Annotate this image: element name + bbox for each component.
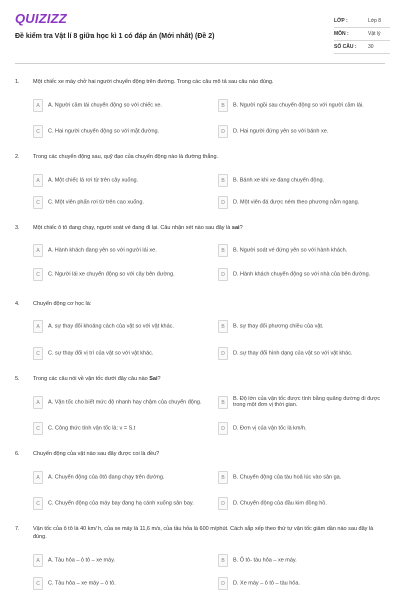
quiz-title: Đề kiểm tra Vật lí 8 giữa học kì 1 có đáp án (Mới nhất) (Đề 2): [15, 33, 215, 40]
question-number: 5.: [15, 376, 20, 382]
option-text: D. Chuyển động của đầu kim đồng hồ.: [233, 500, 327, 507]
option-letter-box: B: [218, 320, 228, 333]
option-letter-box: C: [33, 125, 43, 138]
option-letter-box: D: [218, 268, 228, 281]
option-letter-box: D: [218, 347, 228, 360]
option-letter-box: A: [33, 320, 43, 333]
option-text: A. Người cầm lái chuyển động so với chiếc xe.: [48, 102, 162, 109]
question-text-emphasis: sai: [231, 225, 240, 231]
meta-value: Vật lý: [368, 31, 381, 37]
meta-value: 30: [368, 44, 374, 50]
option-text: C. Tàu hỏa – xe máy – ô tô.: [48, 580, 116, 587]
question-text-main: Trong các câu nói về vận tốc dưới đây câu nào: [33, 376, 150, 382]
question-text: Vận tốc của ô tô là 40 km/ h, của xe máy là 11,6 m/s, của tầu hỏa là 600 m/phút. Cách sắp xếp theo thứ tự vận tốc giảm dần nào sau đây là đúng.: [33, 526, 374, 540]
option-c[interactable]: [33, 347, 213, 360]
option-c[interactable]: [33, 125, 213, 138]
option-letter-box: C: [33, 196, 43, 209]
option-b[interactable]: [218, 244, 390, 257]
option-text: D. Hai người đứng yên so với bánh xe.: [233, 128, 329, 135]
option-d[interactable]: [218, 125, 390, 138]
option-text: B. Người soát vé đứng yên so với hành khách.: [233, 247, 348, 254]
option-c[interactable]: [33, 577, 213, 590]
option-letter-box: C: [33, 422, 43, 435]
option-letter-box: D: [218, 497, 228, 510]
option-text: D. Đơn vị của vận tốc là km/h.: [233, 425, 307, 432]
option-text: D. Một viên đá được ném theo phương nằm ngang.: [233, 199, 360, 206]
option-text: C. sự thay đổi vị trí của vật so với vật khác.: [48, 350, 154, 357]
option-d[interactable]: [218, 577, 390, 590]
option-b[interactable]: [218, 471, 390, 484]
option-d[interactable]: [218, 422, 390, 435]
option-b[interactable]: [218, 320, 390, 333]
option-c[interactable]: [33, 422, 213, 435]
question-number: 3.: [15, 225, 20, 231]
option-letter-box: A: [33, 554, 43, 567]
option-letter-box: B: [218, 554, 228, 567]
option-text: B. Độ lớn của vận tốc được tính bằng quãng đường đi được trong một đơn vị thời gian.: [233, 395, 381, 409]
question-text: Chuyển động của vật nào sau đây được coi là đều?: [33, 451, 160, 457]
question-number: 1.: [15, 79, 20, 85]
option-a[interactable]: [33, 99, 213, 112]
option-b[interactable]: [218, 99, 390, 112]
option-text: A. sự thay đổi khoảng cách của vật so với vật khác.: [48, 323, 174, 330]
option-b[interactable]: [218, 396, 390, 409]
question-1: [15, 79, 387, 141]
option-text: A. Vận tốc cho biết mức độ nhanh hay chậm của chuyển động.: [48, 399, 202, 406]
option-letter-box: C: [33, 497, 43, 510]
option-text: C. Chuyển động của máy bay đang hạ cánh xuống sân bay.: [48, 500, 194, 507]
question-text-emphasis: Sai: [149, 376, 158, 382]
option-text: A. Chuyển động của ôtô đang chạy trên đường.: [48, 474, 165, 481]
option-letter-box: D: [218, 577, 228, 590]
question-text: Chuyển động cơ học là:: [33, 301, 92, 307]
option-letter-box: A: [33, 99, 43, 112]
question-text-main: Một chiếc ô tô đang chạy, người soát vé đang đi lại. Câu nhận xét nào sau đây là: [33, 225, 232, 231]
option-a[interactable]: [33, 174, 213, 187]
question-6: [15, 451, 387, 515]
question-number: 6.: [15, 451, 20, 457]
option-text: B. Ô tô- tàu hỏa – xe máy.: [233, 557, 297, 564]
quizizz-logo: QUIZIZZ: [15, 11, 67, 26]
meta-row-count: [334, 41, 390, 54]
option-b[interactable]: [218, 554, 390, 567]
option-letter-box: B: [218, 396, 228, 409]
question-2: [15, 154, 387, 216]
option-text: D. sự thay đổi hình dạng của vật so với vật khác.: [233, 350, 353, 357]
option-d[interactable]: [218, 497, 390, 510]
question-text-end: ?: [239, 225, 243, 231]
option-text: A. Một chiếc lá rơi từ trên cây xuống.: [48, 177, 139, 184]
question-number: 2.: [15, 154, 20, 160]
option-a[interactable]: [33, 471, 213, 484]
meta-value: Lớp 8: [368, 18, 382, 24]
option-a[interactable]: [33, 244, 213, 257]
meta-label: MÔN :: [334, 31, 349, 37]
option-letter-box: B: [218, 244, 228, 257]
option-a[interactable]: [33, 320, 213, 333]
option-letter-box: D: [218, 422, 228, 435]
question-4: [15, 301, 387, 363]
question-number: 7.: [15, 526, 20, 532]
question-3: [15, 225, 387, 287]
option-letter-box: C: [33, 268, 43, 281]
meta-row-class: [334, 15, 390, 28]
option-letter-box: A: [33, 244, 43, 257]
option-letter-box: D: [218, 125, 228, 138]
option-d[interactable]: [218, 347, 390, 360]
option-c[interactable]: [33, 196, 213, 209]
question-7: [15, 526, 387, 598]
option-b[interactable]: [218, 174, 390, 187]
header: [0, 0, 400, 62]
meta-row-subject: [334, 28, 390, 41]
option-letter-box: C: [33, 577, 43, 590]
option-text: C. Hai người chuyển động so với mặt đường.: [48, 128, 160, 135]
meta-label: SỐ CÂU :: [334, 44, 357, 50]
option-letter-box: A: [33, 396, 43, 409]
option-text: D. Xe máy – ô tô – tàu hỏa.: [233, 580, 300, 587]
option-letter-box: D: [218, 196, 228, 209]
question-text: [33, 376, 383, 384]
question-5: [15, 376, 387, 440]
option-d[interactable]: [218, 268, 390, 281]
option-c[interactable]: [33, 268, 213, 281]
option-d[interactable]: [218, 196, 390, 209]
option-text: C. Công thức tính vận tốc là: v = S.t: [48, 425, 136, 432]
question-text: Một chiếc xe máy chở hai người chuyển động trên đường. Trong các câu mô tả sau câu nào đúng.: [33, 79, 274, 85]
question-number: 4.: [15, 301, 20, 307]
question-text-end: ?: [157, 376, 161, 382]
option-text: B. Bánh xe khi xe đang chuyển động.: [233, 177, 325, 184]
question-text: Trong các chuyển động sau, quỹ đạo của chuyển động nào là đường thẳng.: [33, 154, 219, 160]
quiz-meta: [334, 15, 390, 54]
option-letter-box: C: [33, 347, 43, 360]
option-text: D. Hành khách chuyển động so với nhà của bên đường.: [233, 271, 371, 278]
option-letter-box: B: [218, 471, 228, 484]
question-text: [33, 225, 383, 233]
option-letter-box: B: [218, 174, 228, 187]
option-text: C. Người lái xe chuyển động so với cây bên đường.: [48, 271, 175, 278]
option-text: A. Hành khách đang yên so với người lái xe.: [48, 247, 157, 254]
option-text: A. Tàu hỏa – ô tô – xe máy.: [48, 557, 116, 564]
header-divider: [15, 63, 385, 64]
option-letter-box: B: [218, 99, 228, 112]
option-a[interactable]: [33, 396, 213, 409]
option-letter-box: A: [33, 471, 43, 484]
option-letter-box: A: [33, 174, 43, 187]
meta-label: LỚP :: [334, 18, 348, 24]
option-text: B. sự thay đổi phương chiều của vật.: [233, 323, 324, 330]
option-text: C. Một viên phấn rơi từ trên cao xuống.: [48, 199, 144, 206]
option-c[interactable]: [33, 497, 213, 510]
option-a[interactable]: [33, 554, 213, 567]
option-text: B. Người ngồi sau chuyển động so với người cầm lái.: [233, 102, 364, 109]
option-text: B. Chuyển động của tàu hoả lúc vào sân ga.: [233, 474, 342, 481]
